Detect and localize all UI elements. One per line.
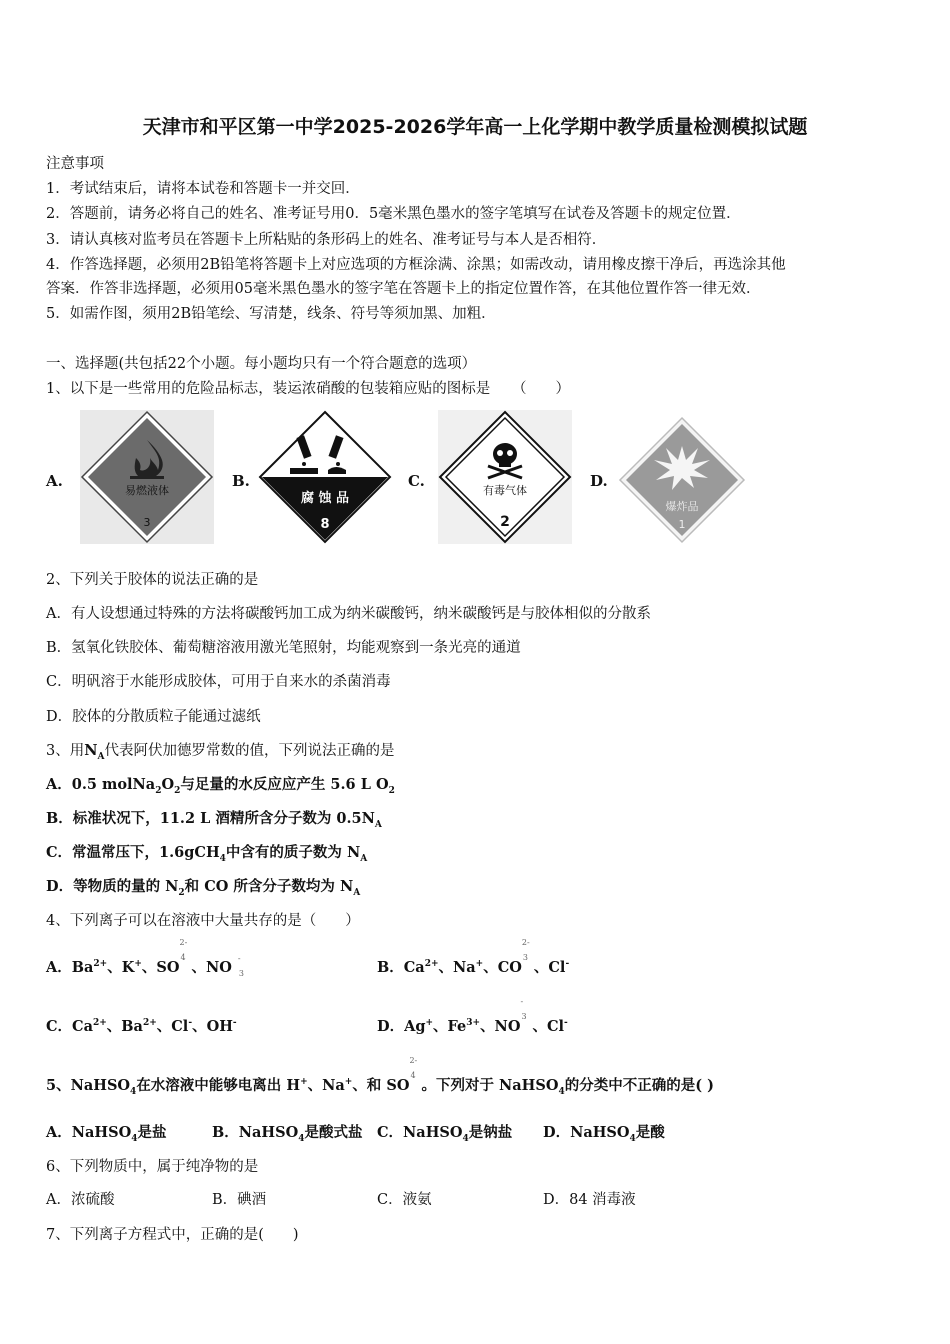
page-title: 天津市和平区第一中学2025-2026学年高一上化学期中教学质量检测模拟试题 bbox=[142, 116, 808, 138]
notice-item-3: 3．请认真核对监考员在答题卡上所粘贴的条形码上的姓名、准考证号与本人是否相符． bbox=[46, 232, 607, 248]
notice-item-4: 4．作答选择题，必须用2B铅笔将答题卡上对应选项的方框涂满、涂黑；如需改动，请用橡皮擦干净后，再选涂其他 bbox=[46, 257, 786, 273]
q6-option-a: A．浓硫酸 bbox=[46, 1192, 115, 1208]
notice-item-1: 1．考试结束后，请将本试卷和答题卡一并交回． bbox=[46, 181, 360, 197]
corrosive-sign bbox=[258, 410, 392, 544]
explosive-sign bbox=[618, 416, 746, 544]
q1-label-c: C. bbox=[408, 472, 425, 490]
notice-item-5: 5．如需作图，须用2B铅笔绘、写清楚，线条、符号等须加黑、加粗． bbox=[46, 306, 496, 322]
q6-option-c: C．液氨 bbox=[377, 1192, 432, 1208]
flammable-liquid-sign bbox=[80, 410, 214, 544]
q2-option-a: A．有人设想通过特殊的方法将碳酸钙加工成为纳米碳酸钙，纳米碳酸钙是与胶体相似的分散系 bbox=[46, 606, 651, 622]
q7-stem: 7、下列离子方程式中，正确的是( ) bbox=[46, 1227, 299, 1243]
toxic-gas-sign bbox=[438, 410, 572, 544]
sign-b-text: 腐 蚀 品 bbox=[300, 491, 350, 506]
q1-label-a: A. bbox=[46, 472, 63, 490]
q5-stem: 5、NaHSO$_4$在水溶液中能够电离出 H+、Na+、和 SO 2- 4 。下列对于 NaHSO$_4$的分类中不正确的是( ) bbox=[46, 1056, 715, 1097]
q2-option-c: C．明矾溶于水能形成胶体，可用于自来水的杀菌消毒 bbox=[46, 674, 391, 690]
section-heading: 一、选择题(共包括22个小题。每小题均只有一个符合题意的选项） bbox=[46, 356, 477, 372]
q3-stem: 3、用$N_A$代表阿伏加德罗常数的值，下列说法正确的是 bbox=[46, 742, 395, 762]
sign-a-num: 3 bbox=[143, 516, 151, 529]
q4-option-d: D．Ag+、$Fe^{3+}$、NO - 3 、Cl- bbox=[377, 997, 568, 1035]
q3-option-c: C．常温常压下，1.6gCH$_4$中含有的质子数为 $N_A$ bbox=[46, 844, 368, 864]
q6-stem: 6、下列物质中，属于纯净物的是 bbox=[46, 1159, 259, 1175]
q6-option-b: B．碘酒 bbox=[212, 1192, 267, 1208]
sign-c-text: 有毒气体 bbox=[483, 484, 527, 497]
notice-item-2: 2．答题前，请务必将自己的姓名、准考证号用0．5毫米黑色墨水的签字笔填写在试卷及答题卡的规定位置． bbox=[46, 206, 741, 222]
sign-d-num: 1 bbox=[678, 518, 686, 531]
q4-option-a: A．$Ba^{2+}$、K+、SO 2- 4 、NO - 3 bbox=[46, 938, 244, 978]
q6-option-d: D．84 消毒液 bbox=[543, 1192, 636, 1208]
notice-heading: 注意事项 bbox=[46, 156, 104, 172]
q5-option-d: D．NaHSO$_4$是酸 bbox=[543, 1124, 665, 1144]
q3-option-b: B．标准状况下，11.2 L 酒精所含分子数为 $0.5N_A$ bbox=[46, 810, 382, 830]
q4-option-b: B．$Ca^{2+}$、Na+、CO 2- 3 、Cl- bbox=[377, 938, 570, 976]
q1-stem: 1、以下是一些常用的危险品标志，装运浓硝酸的包装箱应贴的图标是 （ ） bbox=[46, 381, 570, 397]
q4-option-c: C．$Ca^{2+}$、$Ba^{2+}$、Cl-、OH- bbox=[46, 1018, 237, 1035]
q5-option-b: B．NaHSO$_4$是酸式盐 bbox=[212, 1124, 363, 1144]
q5-option-a: A．NaHSO$_4$是盐 bbox=[46, 1124, 167, 1144]
notice-item-4-cont: 答案．作答非选择题，必须用05毫米黑色墨水的签字笔在答题卡上的指定位置作答，在其他位置作答一律无效． bbox=[46, 281, 761, 297]
q2-stem: 2、下列关于胶体的说法正确的是 bbox=[46, 572, 259, 588]
q1-label-b: B. bbox=[232, 472, 250, 490]
sign-a-text: 易燃液体 bbox=[125, 484, 169, 497]
sign-d-text: 爆炸品 bbox=[665, 500, 699, 513]
sign-c-num: 2 bbox=[500, 514, 510, 530]
q5-option-c: C．NaHSO$_4$是钠盐 bbox=[377, 1124, 513, 1144]
q2-option-d: D．胶体的分散质粒子能通过滤纸 bbox=[46, 709, 261, 725]
q3-option-d: D．等物质的量的 $N_2$和 CO 所含分子数均为 $N_A$ bbox=[46, 878, 361, 898]
q4-stem: 4、下列离子可以在溶液中大量共存的是（ ） bbox=[46, 913, 360, 929]
q1-label-d: D. bbox=[590, 472, 608, 490]
sign-b-num: 8 bbox=[320, 517, 330, 532]
q2-option-b: B．氢氧化铁胶体、葡萄糖溶液用激光笔照射，均能观察到一条光亮的通道 bbox=[46, 640, 521, 656]
q3-option-a: A．0.5 $molNa_2O_2$与足量的水反应应产生 5.6 L $O_2$ bbox=[46, 776, 395, 796]
